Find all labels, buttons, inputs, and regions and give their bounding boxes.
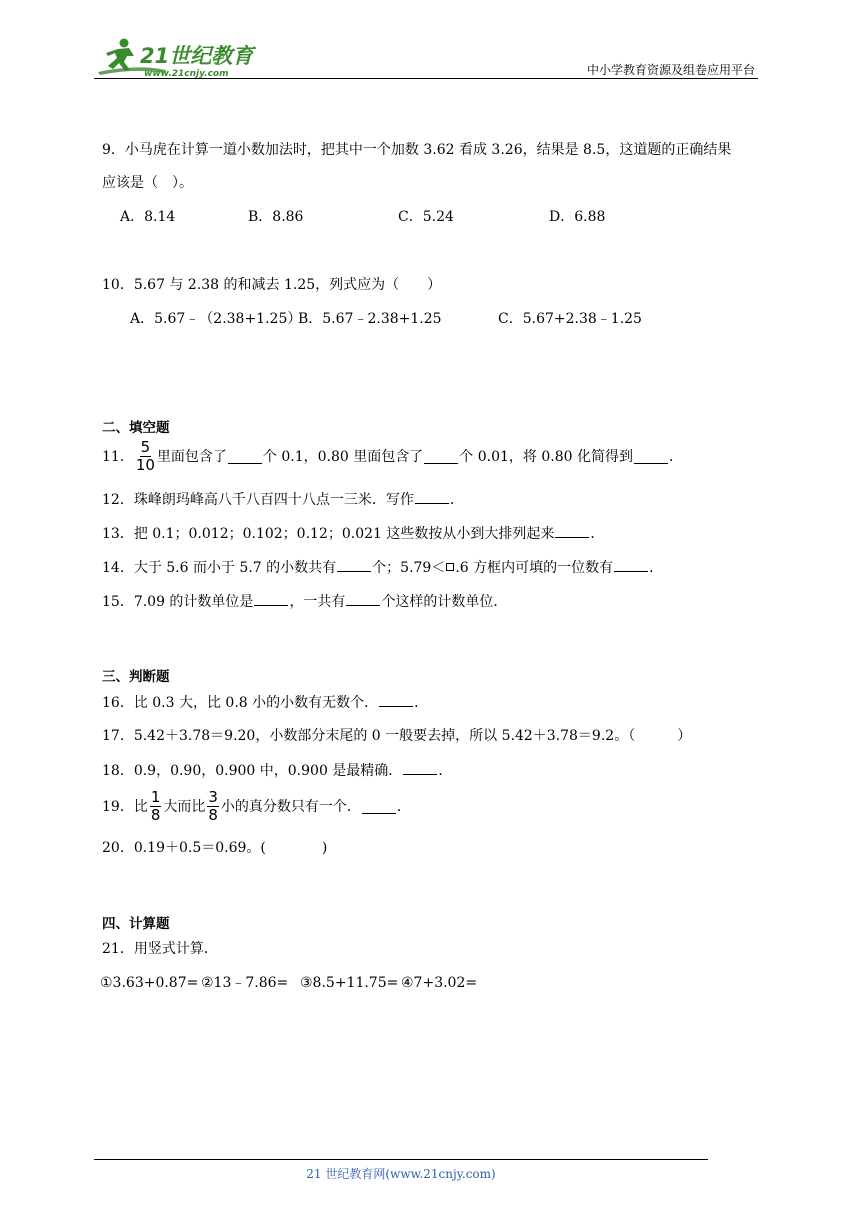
q11-text-4: ． <box>668 448 683 465</box>
q9-option-b: B．8.86 <box>248 209 304 225</box>
q19-mid-text: 大而比 <box>163 798 206 815</box>
q10-option-b: B．5.67﹣2.38+1.25 <box>298 311 442 327</box>
site-logo <box>96 36 256 80</box>
q11-text-1: 里面包含了 <box>156 448 227 465</box>
q10-stem: 10．5.67 与 2.38 的和减去 1.25，列式应为（ ） <box>102 277 442 293</box>
q19-fraction-1 <box>150 789 162 824</box>
q20-text: 20．0.19＋0.5＝0.69。( ) <box>102 840 328 856</box>
q16-blank[interactable] <box>379 692 413 707</box>
q21-item-4: ④7+3.02= <box>401 975 478 991</box>
section-fill-blank-title: 二、填空题 <box>102 420 170 436</box>
q18 <box>102 760 452 781</box>
q19-blank[interactable] <box>362 799 396 814</box>
q18-blank[interactable] <box>403 760 437 775</box>
q19-fraction-1-denominator: 8 <box>150 806 161 824</box>
q11-fraction-denominator: 10 <box>135 456 155 474</box>
q15-blank-2[interactable] <box>346 591 380 606</box>
q14-blank-1[interactable] <box>337 557 371 572</box>
q12 <box>102 489 464 510</box>
q19-fraction-2-numerator: 3 <box>208 788 218 806</box>
q9-line2: 应该是（ ）。 <box>102 175 193 191</box>
logo-sub-text: www.21cnjy.com <box>144 69 229 79</box>
q13 <box>102 523 604 544</box>
q14-blank-2[interactable] <box>614 557 648 572</box>
q21-item-1: ①3.63+0.87= <box>100 975 199 991</box>
q11-text-2: 个 0.1，0.80 里面包含了 <box>262 448 424 465</box>
q17-text: 17．5.42＋3.78＝9.20，小数部分末尾的 0 一般要去掉，所以 5.42＋3.78＝9.2。（ ） <box>102 728 692 744</box>
section-judgement-title: 三、判断题 <box>102 669 170 685</box>
q11-fraction <box>136 439 155 474</box>
q18-text: 18．0.9，0.90，0.900 中，0.900 是最精确． <box>102 763 403 779</box>
q15-text-3: 个这样的计数单位． <box>381 594 508 610</box>
q21-stem: 21．用竖式计算． <box>102 941 218 957</box>
q19-fraction-2 <box>207 789 219 824</box>
q19-text: 小的真分数只有一个． <box>220 798 361 815</box>
q16-end: ． <box>414 695 429 711</box>
q19-number: 19．比 <box>102 798 148 815</box>
q12-text: 12．珠峰朗玛峰高八千八百四十八点一三米．写作 <box>102 492 414 508</box>
q9-option-d: D．6.88 <box>549 209 606 225</box>
q9-option-a: A．8.14 <box>120 209 176 225</box>
logo-main-text: 21世纪教育 <box>140 44 254 68</box>
header-divider <box>94 78 758 79</box>
q11-number: 11． <box>102 448 134 465</box>
q12-end: ． <box>449 492 464 508</box>
q14-text-1: 14．大于 5.6 而小于 5.7 的小数共有 <box>102 560 337 576</box>
q11-blank-2[interactable] <box>424 449 458 464</box>
q14-text-3: .6 方框内可填的一位数有 <box>455 560 614 576</box>
q15-text-1: 15．7.09 的计数单位是 <box>102 594 254 610</box>
q14-end: ． <box>649 560 664 576</box>
q19-fraction-2-denominator: 8 <box>208 806 218 824</box>
q12-blank[interactable] <box>415 489 449 504</box>
q13-end: ． <box>590 526 605 542</box>
q15 <box>102 591 507 612</box>
square-box-icon <box>446 563 454 571</box>
q11 <box>102 439 683 474</box>
q11-blank-1[interactable] <box>228 449 262 464</box>
q11-fraction-numerator: 5 <box>140 438 151 456</box>
q10-option-c: C．5.67+2.38﹣1.25 <box>498 311 642 327</box>
q16-text: 16．比 0.3 大，比 0.8 小的小数有无数个． <box>102 695 379 711</box>
q11-text-3: 个 0.01，将 0.80 化简得到 <box>459 448 633 465</box>
q16 <box>102 692 428 713</box>
q19-end: ． <box>396 798 411 815</box>
footer-site-text: 21 世纪教育网(www.21cnjy.com) <box>306 1167 496 1181</box>
q19 <box>102 789 411 824</box>
q11-blank-3[interactable] <box>634 449 668 464</box>
q14 <box>102 557 663 578</box>
q9-option-c: C．5.24 <box>398 209 454 225</box>
q15-text-2: ，一共有 <box>289 594 346 610</box>
q18-end: ． <box>438 763 453 779</box>
q13-text: 13．把 0.1；0.012；0.102；0.12；0.021 这些数按从小到大排列起来 <box>102 526 555 542</box>
section-calculation-title: 四、计算题 <box>102 916 170 932</box>
q13-blank[interactable] <box>555 523 589 538</box>
q21-item-3: ③8.5+11.75= <box>300 975 399 991</box>
q10-option-a: A．5.67﹣（2.38+1.25） <box>130 311 302 327</box>
q19-fraction-1-numerator: 1 <box>150 788 161 806</box>
header-platform-text: 中小学教育资源及组卷应用平台 <box>586 63 755 77</box>
q21-item-2: ②13﹣7.86= <box>201 975 289 991</box>
q14-text-2: 个；5.79＜ <box>372 560 446 576</box>
q15-blank-1[interactable] <box>254 591 288 606</box>
q9-line1: 9．小马虎在计算一道小数加法时，把其中一个加数 3.62 看成 3.26，结果是 8.5，这道题的正确结果 <box>102 142 732 158</box>
footer-divider <box>94 1159 708 1160</box>
